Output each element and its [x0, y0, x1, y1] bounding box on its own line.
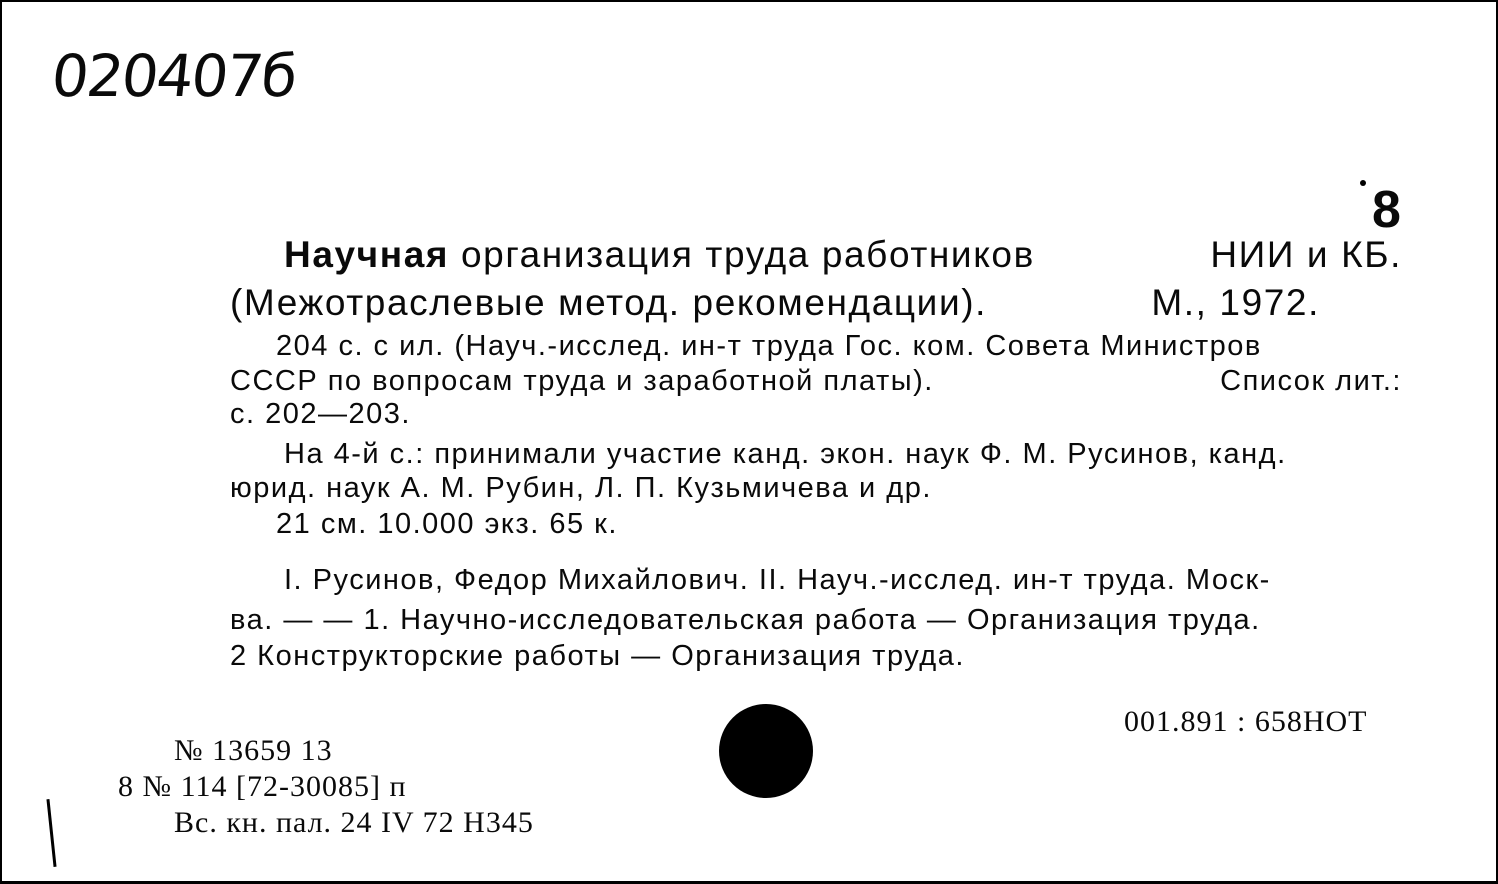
- publication-line-3: с. 202—203.: [230, 398, 411, 430]
- title-continuation: организация труда работников: [460, 234, 1035, 275]
- format-line: 21 см. 10.000 экз. 65 к.: [276, 508, 618, 540]
- ink-dot: [1360, 180, 1366, 186]
- title-line-1: [284, 234, 1402, 276]
- title-line-2-left: (Межотраслевые метод. рекомендации).: [230, 282, 988, 323]
- publication-line-2: [230, 365, 1402, 398]
- class-number: 8: [1372, 181, 1401, 239]
- registration-line-3: Вс. кн. пал. 24 IV 72 Н345: [174, 806, 534, 839]
- title-line-1-left: [284, 234, 1035, 276]
- note-line-1: На 4-й с.: принимали участие канд. экон. наук Ф. М. Русинов, канд.: [284, 438, 1287, 470]
- registration-line-1: № 13659 13: [174, 734, 333, 767]
- note-line-2: юрид. наук А. М. Рубин, Л. П. Кузьмичева и др.: [230, 472, 932, 504]
- subject-line-3: 2 Конструкторские работы — Организация труда.: [230, 640, 965, 672]
- subject-line-2: ва. — — 1. Научно-исследовательская работа — Организация труда.: [230, 604, 1261, 636]
- title-line-1-right: НИИ и КБ.: [1210, 234, 1402, 275]
- udc-index: 001.891 : 658НОТ: [1124, 705, 1368, 738]
- title-line-2: [230, 282, 1320, 324]
- pen-stroke-mark: [46, 799, 56, 867]
- registration-line-2: 8 № 114 [72-30085] п: [118, 770, 407, 803]
- publication-line-2-left: СССР по вопросам труда и заработной платы).: [230, 365, 934, 397]
- inventory-number: 020407б: [48, 42, 299, 110]
- title-first-word: Научная: [284, 234, 450, 275]
- title-line-2-right: М., 1972.: [1151, 282, 1320, 323]
- publication-line-2-right: Список лит.:: [1220, 365, 1402, 397]
- publication-line-1: 204 с. с ил. (Науч.-исслед. ин-т труда Гос. ком. Совета Министров: [276, 330, 1262, 362]
- subject-line-1: I. Русинов, Федор Михайлович. II. Науч.-исслед. ин-т труда. Моск-: [284, 564, 1271, 596]
- punched-hole: [719, 704, 813, 798]
